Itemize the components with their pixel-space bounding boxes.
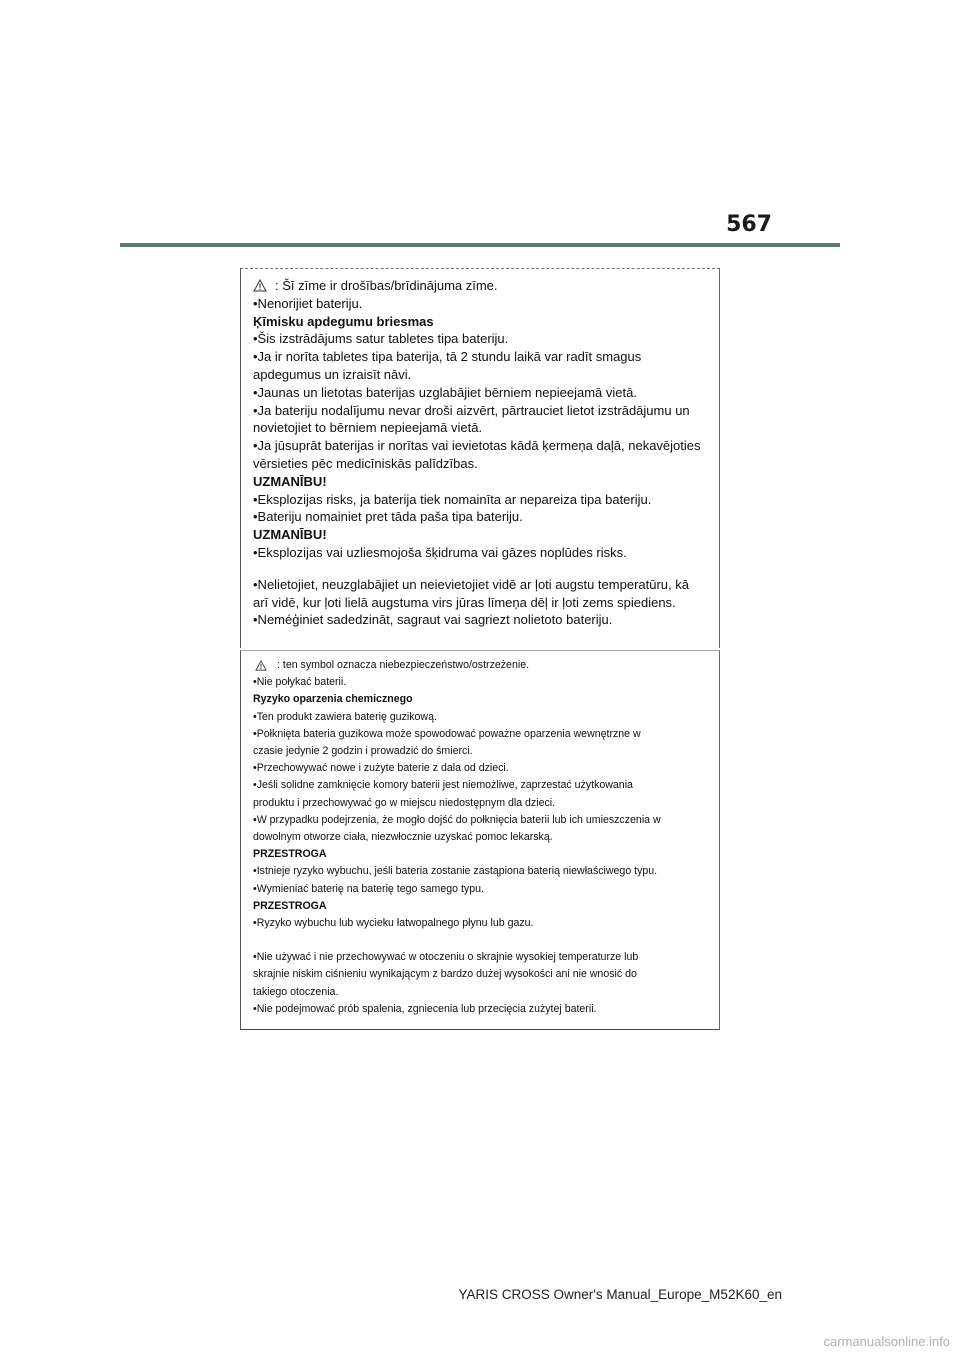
warning-heading: Ķīmisku apdegumu briesmas <box>253 313 434 329</box>
warning-triangle-icon <box>255 660 267 671</box>
spacer <box>253 562 719 576</box>
warning-line: •Jeśli solidne zamknięcie komory baterii jest niemożliwe, zaprzestać użytkowania <box>253 779 633 792</box>
caution-heading: UZMANĪBU! <box>253 527 327 543</box>
warning-line: skrajnie niskim ciśnieniu wynikającym z bardzo dużej wysokości ani nie wnosić do <box>253 968 637 981</box>
warning-line: •Nelietojiet, neuzglabājiet un neievietojiet vidē ar ļoti augstu temperatūru, kā <box>253 576 689 592</box>
warning-line: •Nie używać i nie przechowywać w otoczeniu o skrajnie wysokiej temperaturze lub <box>253 951 639 964</box>
page-number: 567 <box>726 212 772 237</box>
warning-line: produktu i przechowywać go w miejscu niedostępnym dla dzieci. <box>253 796 556 809</box>
warning-line: apdegumus un izraisīt nāvi. <box>253 366 412 382</box>
warning-line: •Jaunas un lietotas baterijas uzglabājiet bērniem nepieejamā vietā. <box>253 384 637 400</box>
warning-symbol-line <box>253 277 719 295</box>
warning-line: •Ten produkt zawiera baterię guzikową. <box>253 710 437 723</box>
warning-line: •Eksplozijas risks, ja baterija tiek nomainīta ar nepareiza tipa bateriju. <box>253 491 652 507</box>
warning-triangle-icon <box>253 279 267 292</box>
caution-heading: PRZESTROGA <box>253 899 327 912</box>
warning-line: •Ryzyko wybuchu lub wycieku łatwopalnego płynu lub gazu. <box>253 917 534 930</box>
warning-line: •Šis izstrādājums satur tabletes tipa bateriju. <box>253 331 509 347</box>
spacer <box>253 932 719 949</box>
warning-line: •Bateriju nomainiet pret tāda paša tipa bateriju. <box>253 509 523 525</box>
warning-line: •Ja jūsuprāt baterijas ir norītas vai ievietotas kādā ķermeņa daļā, nekavējoties <box>253 438 701 454</box>
header-rule <box>120 243 840 247</box>
warning-symbol-text: : ten symbol oznacza niebezpieczeństwo/ostrzeżenie. <box>277 659 530 671</box>
warning-line: •W przypadku podejrzenia, że mogło dojść do połknięcia baterii lub ich umieszczenia w <box>253 813 661 826</box>
warning-heading: Ryzyko oparzenia chemicznego <box>253 693 413 706</box>
warning-line: •Nie podejmować prób spalenia, zgniecenia lub przecięcia zużytej baterii. <box>253 1002 597 1015</box>
polish-warning-box <box>240 650 720 1030</box>
warning-line: dowolnym otworze ciała, niezwłocznie uzyskać pomoc lekarską. <box>253 831 553 844</box>
warning-line: czasie jedynie 2 godzin i prowadzić do śmierci. <box>253 745 473 758</box>
warning-line: •Nie połykać baterii. <box>253 676 347 689</box>
warning-symbol-line <box>253 657 719 674</box>
warning-symbol-text: : Šī zīme ir drošības/brīdinājuma zīme. <box>275 278 498 293</box>
warning-line: arī vidē, kur ļoti lielā augstuma virs jūras līmeņa dēļ ir ļoti zems spiediens. <box>253 594 676 610</box>
warning-line: takiego otoczenia. <box>253 985 339 998</box>
warning-line: •Nenorijiet bateriju. <box>253 295 363 311</box>
caution-heading: PRZESTROGA <box>253 848 327 861</box>
warning-line: •Istnieje ryzyko wybuchu, jeśli bateria zostanie zastąpiona baterią niewłaściwego typu. <box>253 865 658 878</box>
warning-line: novietojiet to bērniem nepieejamā vietā. <box>253 420 483 436</box>
caution-heading: UZMANĪBU! <box>253 473 327 489</box>
warning-line: •Wymieniać baterię na baterię tego samego typu. <box>253 882 484 895</box>
warning-line: •Ja bateriju nodalījumu nevar droši aizvērt, pārtrauciet lietot izstrādājumu un <box>253 402 690 418</box>
warning-line: •Przechowywać nowe i zużyte baterie z dala od dzieci. <box>253 762 509 775</box>
warning-line: •Eksplozijas vai uzliesmojoša šķidruma vai gāzes noplūdes risks. <box>253 544 627 560</box>
latvian-warning-box <box>240 268 720 648</box>
watermark: carmanualsonline.info <box>823 1334 950 1349</box>
warning-line: •Połknięta bateria guzikowa może spowodować poważne oparzenia wewnętrzne w <box>253 727 641 740</box>
warning-line: •Neméģiniet sadedzināt, sagraut vai sagriezt nolietoto bateriju. <box>253 612 613 628</box>
warning-line: vērsieties pēc medicīniskās palīdzības. <box>253 455 478 471</box>
footer-manual-title: YARIS CROSS Owner's Manual_Europe_M52K60_en <box>458 1287 782 1302</box>
warning-line: •Ja ir norīta tabletes tipa baterija, tā 2 stundu laikā var radīt smagus <box>253 349 642 365</box>
